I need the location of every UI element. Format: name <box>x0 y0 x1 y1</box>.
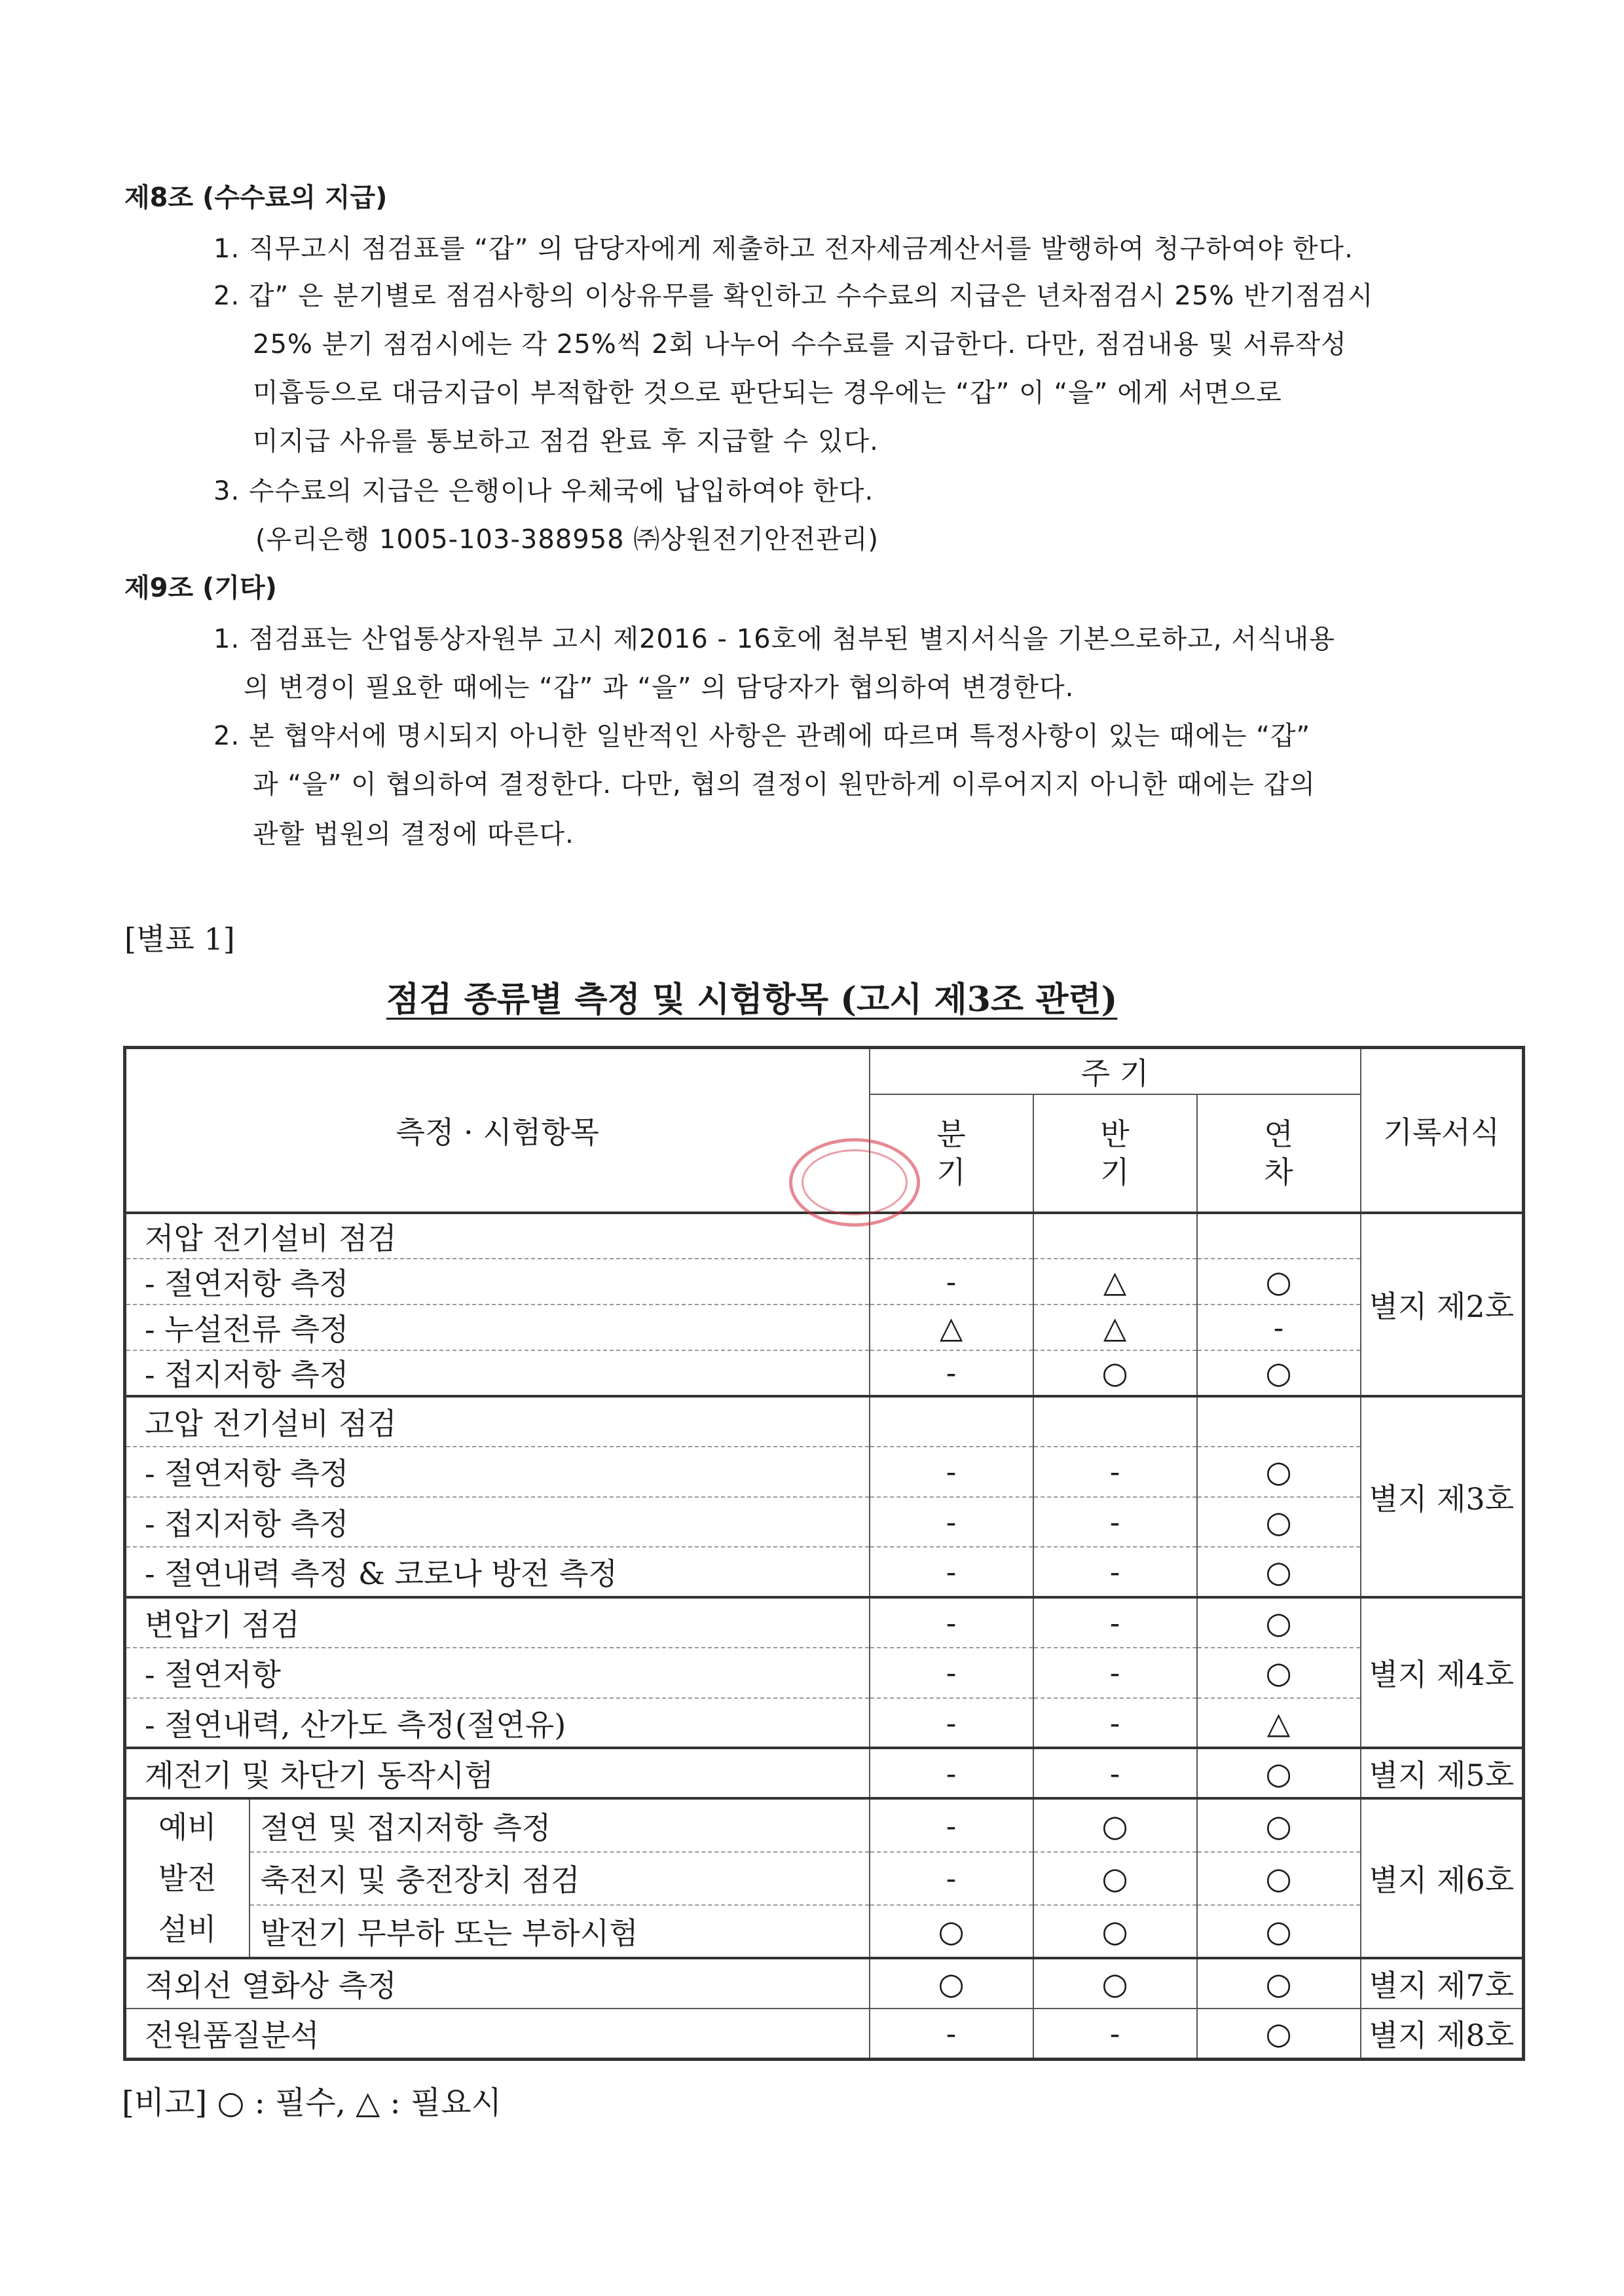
half-cell: - <box>1033 2009 1197 2060</box>
table-row: 변압기 점검 <box>125 1597 870 1648</box>
header-form: 기록서식 <box>1361 1048 1524 1213</box>
annual-cell: ○ <box>1197 1547 1361 1597</box>
annual-cell: - <box>1197 1305 1361 1350</box>
header-half: 반 기 <box>1033 1094 1197 1213</box>
seal-stamp <box>789 1138 920 1227</box>
header-annual: 연 차 <box>1197 1094 1361 1213</box>
quarter-cell: - <box>870 1798 1033 1852</box>
table-row: - 절연저항 <box>125 1648 870 1698</box>
form-cell: 별지 제3호 <box>1361 1396 1524 1597</box>
header-quarter: 분 기 <box>870 1094 1033 1213</box>
half-cell: △ <box>1033 1305 1197 1350</box>
quarter-cell: - <box>870 1748 1033 1798</box>
table-row: - 절연저항 측정 <box>125 1259 870 1305</box>
quarter-cell: △ <box>870 1305 1033 1350</box>
quarter-cell: - <box>870 1852 1033 1905</box>
quarter-cell: - <box>870 1497 1033 1547</box>
table-title: 점검 종류별 측정 및 시험항목 (고시 제3조 관련) <box>386 980 1118 1020</box>
quarter-cell: - <box>870 1698 1033 1749</box>
table-row: - 절연저항 측정 <box>125 1447 870 1497</box>
half-cell: - <box>1033 1547 1197 1597</box>
quarter-cell: - <box>870 1447 1033 1497</box>
half-cell: - <box>1033 1698 1197 1749</box>
form-cell: 별지 제6호 <box>1361 1798 1524 1958</box>
annual-cell: ○ <box>1197 1958 1361 2009</box>
group-title: 저압 전기설비 점검 <box>125 1213 870 1259</box>
article9-line: 2. 본 협약서에 명시되지 아니한 일반적인 사항은 관례에 따르며 특정사항이 있는 때에는 “갑” <box>213 721 1311 751</box>
article8-line: 1. 직무고시 점검표를 “갑” 의 담당자에게 제출하고 전자세금계산서를 발행하여 청구하여야 한다. <box>213 234 1354 264</box>
quarter-cell: - <box>870 1547 1033 1597</box>
form-cell: 별지 제5호 <box>1361 1748 1524 1798</box>
annual-cell: ○ <box>1197 2009 1361 2060</box>
table-row: - 접지저항 측정 <box>125 1350 870 1397</box>
table-row: 적외선 열화상 측정 <box>125 1958 870 2009</box>
quarter-cell: - <box>870 1648 1033 1698</box>
quarter-cell: ○ <box>870 1958 1033 2009</box>
annex-label: [별표 1] <box>124 921 235 957</box>
annual-cell: ○ <box>1197 1798 1361 1852</box>
half-cell: ○ <box>1033 1350 1197 1397</box>
annual-cell: ○ <box>1197 1259 1361 1305</box>
article8-line: 미흡등으로 대금지급이 부적합한 것으로 판단되는 경우에는 “갑” 이 “을” 에게 서면으로 <box>253 378 1282 408</box>
annual-cell: ○ <box>1197 1648 1361 1698</box>
half-cell: - <box>1033 1597 1197 1648</box>
table-row: 전원품질분석 <box>125 2009 870 2060</box>
article9-line: 관할 법원의 결정에 따른다. <box>253 819 574 849</box>
article8-heading: 제8조 (수수료의 지급) <box>124 183 388 213</box>
table-row: - 접지저항 측정 <box>125 1497 870 1547</box>
form-cell: 별지 제7호 <box>1361 1958 1524 2009</box>
header-item: 측정 · 시험항목 <box>125 1048 870 1213</box>
half-cell: - <box>1033 1447 1197 1497</box>
quarter-cell: - <box>870 2009 1033 2060</box>
generator-label: 예비 발전 설비 <box>125 1798 249 1958</box>
table-row: - 절연내력 측정 & 코로나 방전 측정 <box>125 1547 870 1597</box>
half-cell: ○ <box>1033 1905 1197 1958</box>
group-title: 고압 전기설비 점검 <box>125 1396 870 1447</box>
table-row: 계전기 및 차단기 동작시험 <box>125 1748 870 1798</box>
quarter-cell: - <box>870 1597 1033 1648</box>
annual-cell: ○ <box>1197 1852 1361 1905</box>
header-cycle: 주 기 <box>870 1048 1361 1094</box>
table-row: 절연 및 접지저항 측정 <box>249 1798 870 1852</box>
table-row: 발전기 무부하 또는 부하시험 <box>249 1905 870 1958</box>
bank-account-line: (우리은행 1005-103-388958 ㈜상원전기안전관리) <box>255 525 879 555</box>
half-cell: - <box>1033 1748 1197 1798</box>
article9-line: 의 변경이 필요한 때에는 “갑” 과 “을” 의 담당자가 협의하여 변경한다. <box>244 673 1075 703</box>
form-cell: 별지 제8호 <box>1361 2009 1524 2060</box>
quarter-cell: - <box>870 1350 1033 1397</box>
annual-cell: ○ <box>1197 1447 1361 1497</box>
article9-heading: 제9조 (기타) <box>124 573 277 603</box>
annual-cell: ○ <box>1197 1597 1361 1648</box>
article8-line: 2. 갑” 은 분기별로 점검사항의 이상유무를 확인하고 수수료의 지급은 년차점검시 25% 반기점검시 <box>213 281 1374 311</box>
table-row: 축전지 및 충전장치 점검 <box>249 1852 870 1905</box>
annual-cell: ○ <box>1197 1497 1361 1547</box>
annual-cell: ○ <box>1197 1748 1361 1798</box>
quarter-cell: - <box>870 1259 1033 1305</box>
article8-line: 미지급 사유를 통보하고 점검 완료 후 지급할 수 있다. <box>253 426 879 456</box>
annual-cell: ○ <box>1197 1905 1361 1958</box>
article9-line: 1. 점검표는 산업통상자원부 고시 제2016 - 16호에 첨부된 별지서식을 기본으로하고, 서식내용 <box>213 624 1335 654</box>
half-cell: △ <box>1033 1259 1197 1305</box>
article8-line: 3. 수수료의 지급은 은행이나 우체국에 납입하여야 한다. <box>213 476 874 506</box>
half-cell: ○ <box>1033 1852 1197 1905</box>
annual-cell: ○ <box>1197 1350 1361 1397</box>
table-row: - 누설전류 측정 <box>125 1305 870 1350</box>
article8-line: 25% 분기 점검시에는 각 25%씩 2회 나누어 수수료를 지급한다. 다만, 점검내용 및 서류작성 <box>253 329 1347 360</box>
legend-note: [비고] ○ : 필수, △ : 필요시 <box>122 2084 502 2121</box>
form-cell: 별지 제4호 <box>1361 1597 1524 1748</box>
annual-cell: △ <box>1197 1698 1361 1749</box>
form-cell: 별지 제2호 <box>1361 1213 1524 1396</box>
half-cell: ○ <box>1033 1958 1197 2009</box>
half-cell: - <box>1033 1497 1197 1547</box>
half-cell: ○ <box>1033 1798 1197 1852</box>
article9-line: 과 “을” 이 협의하여 결정한다. 다만, 협의 결정이 원만하게 이루어지지 아니한 때에는 갑의 <box>253 769 1316 800</box>
quarter-cell: ○ <box>870 1905 1033 1958</box>
half-cell: - <box>1033 1648 1197 1698</box>
table-row: - 절연내력, 산가도 측정(절연유) <box>125 1698 870 1749</box>
